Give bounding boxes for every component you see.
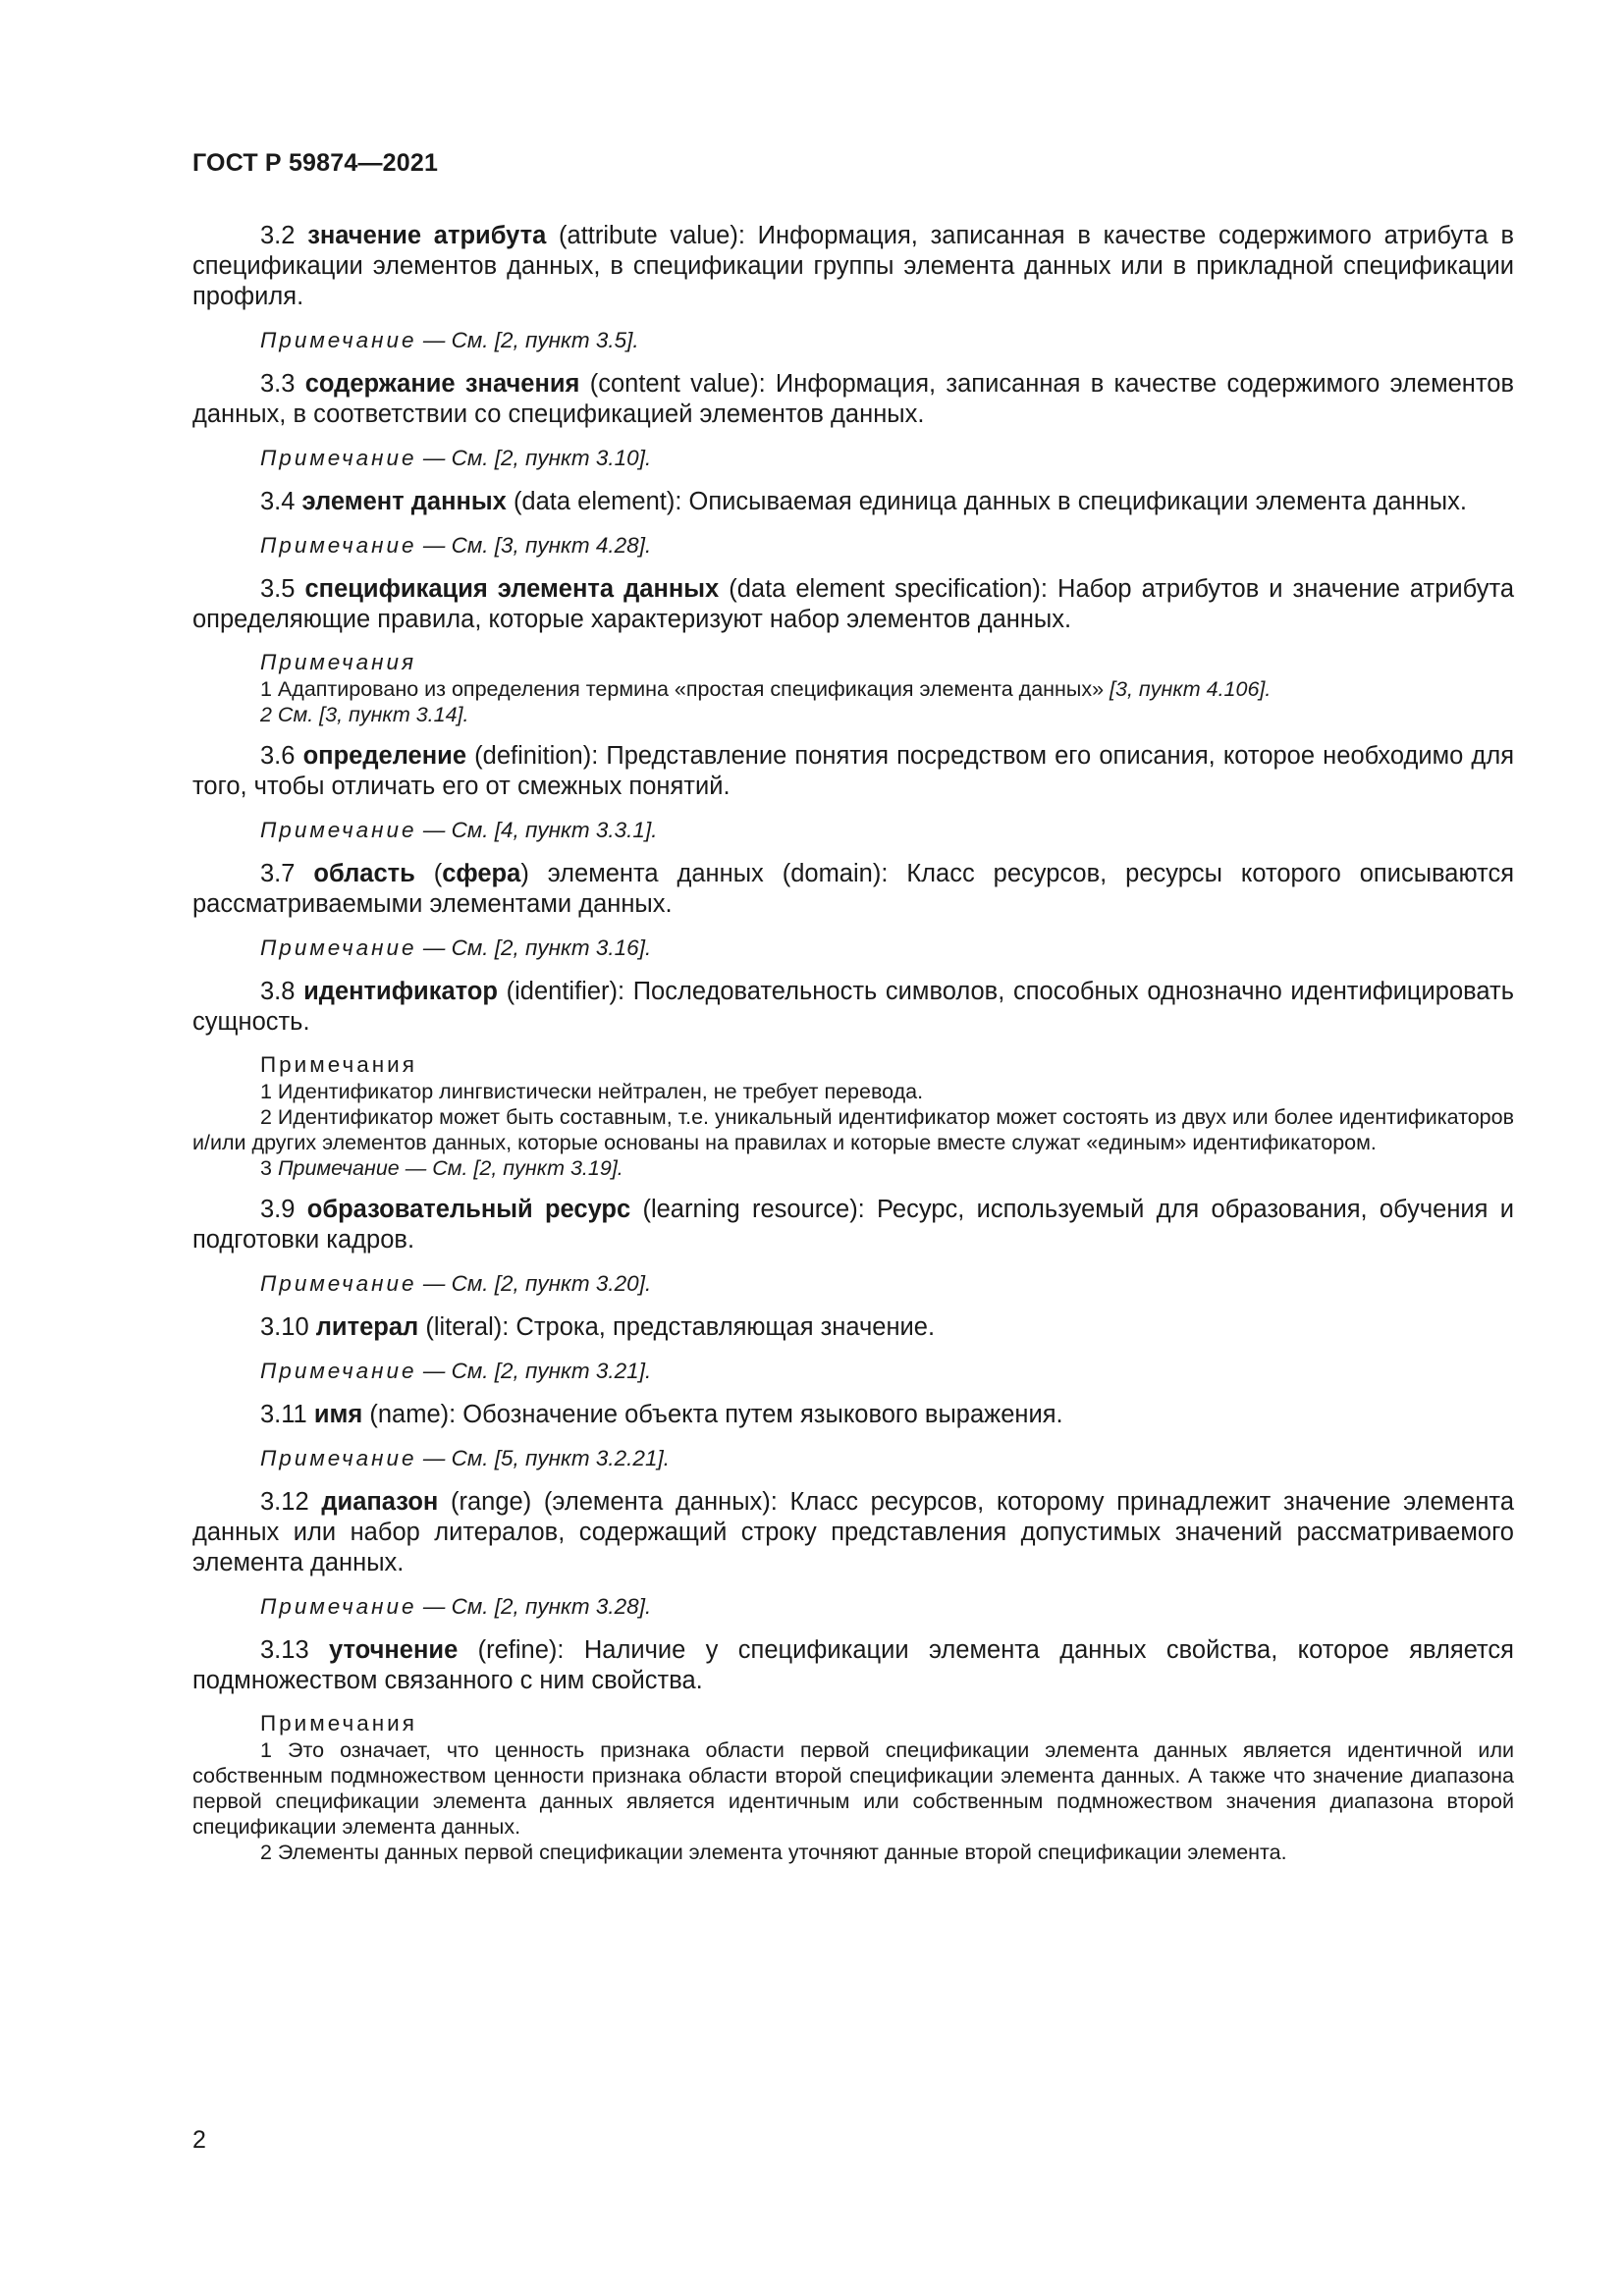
notes-label: Примечания xyxy=(260,650,417,674)
term-3-3 xyxy=(192,369,1514,430)
note-label: Примечание xyxy=(260,1271,417,1296)
term-3-10 xyxy=(192,1312,1514,1343)
term-definition: (learning resource): Ресурс, используемый для образования, обучения и подготовки кадров. xyxy=(192,1196,1515,1254)
term-name: область xyxy=(313,860,415,887)
term-3-5 xyxy=(192,574,1514,635)
term-definition: ) элемента данных (domain): Класс ресурсов, ресурсы которого описываются рассматриваемыми элементами данных. xyxy=(192,860,1515,918)
term-name: литерал xyxy=(315,1313,419,1341)
note-line: 2 Идентификатор может быть составным, т.е. уникальный идентификатор может состоять из двух или более идентификаторов и/или других элементов данных, которые основаны на правилах и которые вместе служат «единым» идентификатором. xyxy=(192,1105,1514,1154)
term-definition: (identifier): Последовательность символов, способных однозначно идентифицировать сущность. xyxy=(192,978,1514,1036)
term-definition: (data element specification): Набор атрибутов и значение атрибута определяющие правила, которые характеризуют набор элементов данных. xyxy=(192,575,1515,633)
term-3-7 xyxy=(192,859,1514,920)
note-text: — См. [5, пункт 3.2.21]. xyxy=(416,1446,670,1470)
note-label: Примечание xyxy=(260,446,417,470)
term-number: 3.7 xyxy=(260,860,296,887)
note-text: — См. [2, пункт 3.20]. xyxy=(416,1271,652,1296)
note-label: Примечание xyxy=(260,1594,417,1619)
note-3-7 xyxy=(192,934,1514,963)
term-3-2 xyxy=(192,221,1514,312)
note-text: 3 xyxy=(260,1156,278,1180)
term-definition: (data element): Описываемая единица данных в спецификации элемента данных. xyxy=(506,488,1467,515)
term-name: элемент данных xyxy=(301,488,507,515)
note-text: — См. [2, пункт 3.28]. xyxy=(416,1594,652,1619)
term-number: 3.6 xyxy=(260,742,296,770)
notes-label: Примечания xyxy=(260,1052,417,1077)
term-3-6 xyxy=(192,741,1514,802)
term-paren: ( xyxy=(414,860,443,887)
term-3-11 xyxy=(192,1400,1514,1430)
notes-label: Примечания xyxy=(260,1711,417,1735)
note-line: 1 Идентификатор лингвистически нейтрален, не требует перевода. xyxy=(260,1080,924,1103)
term-number: 3.5 xyxy=(260,575,296,603)
note-line: 2 Элементы данных первой спецификации элемента уточняют данные второй спецификации элемента. xyxy=(260,1841,1287,1864)
term-name-alt: сфера xyxy=(442,860,521,887)
term-number: 3.4 xyxy=(260,488,296,515)
term-definition: (range) (элемента данных): Класс ресурсов, которому принадлежит значение элемента данных или набор литералов, содержащий строку представления допустимых значений рассматриваемого элемента данных. xyxy=(192,1488,1514,1576)
note-text: — См. [4, пункт 3.3.1]. xyxy=(416,818,658,842)
notes-3-13 xyxy=(192,1710,1514,1865)
note-text: — См. [2, пункт 3.10]. xyxy=(416,446,652,470)
note-label: Примечание xyxy=(260,328,417,352)
notes-3-8 xyxy=(192,1051,1514,1181)
term-name: идентификатор xyxy=(303,978,498,1005)
note-text: 1 Адаптировано из определения термина «простая спецификация элемента данных» xyxy=(260,677,1110,701)
note-reference: Примечание — См. [2, пункт 3.19]. xyxy=(277,1156,623,1180)
note-line: 2 См. [3, пункт 3.14]. xyxy=(260,703,469,726)
term-number: 3.12 xyxy=(260,1488,309,1516)
note-text: — См. [3, пункт 4.28]. xyxy=(416,533,652,558)
term-name: образовательный ресурс xyxy=(306,1196,631,1223)
term-definition: (content value): Информация, записанная в качестве содержимого элементов данных, в соответствии со спецификацией элементов данных. xyxy=(192,370,1514,428)
term-3-9 xyxy=(192,1195,1514,1255)
term-3-12 xyxy=(192,1487,1514,1578)
note-label: Примечание xyxy=(260,818,417,842)
term-name: спецификация элемента данных xyxy=(304,575,720,603)
term-definition: (refine): Наличие у спецификации элемента данных свойства, которое является подмножеством связанного с ним свойства. xyxy=(192,1636,1514,1694)
notes-3-5 xyxy=(192,649,1514,727)
term-name: имя xyxy=(313,1401,363,1428)
note-label: Примечание xyxy=(260,533,417,558)
term-number: 3.3 xyxy=(260,370,296,398)
term-name: определение xyxy=(302,742,467,770)
note-label: Примечание xyxy=(260,1359,417,1383)
term-3-8 xyxy=(192,977,1514,1038)
note-3-10 xyxy=(192,1357,1514,1386)
term-number: 3.9 xyxy=(260,1196,296,1223)
note-text: — См. [2, пункт 3.5]. xyxy=(416,328,639,352)
note-3-11 xyxy=(192,1444,1514,1473)
note-line: 1 Это означает, что ценность признака области первой спецификации элемента данных является идентичной или собственным подмножеством ценности признака области второй спецификации элемента данных. А также что значение диапазона первой спецификации элемента данных является идентичным или собственным подмножеством значения диапазона второй спецификации элемента данных. xyxy=(192,1738,1514,1839)
note-line xyxy=(192,1155,1514,1181)
note-3-12 xyxy=(192,1592,1514,1622)
term-number: 3.13 xyxy=(260,1636,309,1664)
document-header: ГОСТ Р 59874—2021 xyxy=(192,149,439,177)
term-definition: (literal): Строка, представляющая значение. xyxy=(418,1313,936,1341)
note-reference: [3, пункт 4.106]. xyxy=(1110,677,1272,701)
term-number: 3.2 xyxy=(260,222,296,249)
term-3-4 xyxy=(192,487,1514,517)
note-3-9 xyxy=(192,1269,1514,1299)
term-3-13 xyxy=(192,1635,1514,1696)
note-3-6 xyxy=(192,816,1514,845)
term-definition: (attribute value): Информация, записанная в качестве содержимого атрибута в спецификации элементов данных, в спецификации группы элемента данных или в прикладной спецификации профиля. xyxy=(192,222,1514,310)
note-3-4 xyxy=(192,531,1514,561)
term-number: 3.10 xyxy=(260,1313,309,1341)
note-3-3 xyxy=(192,444,1514,473)
note-line xyxy=(192,676,1514,702)
term-definition: (name): Обозначение объекта путем языкового выражения. xyxy=(362,1401,1063,1428)
term-name: диапазон xyxy=(321,1488,439,1516)
note-text: — См. [2, пункт 3.21]. xyxy=(416,1359,652,1383)
term-number: 3.11 xyxy=(260,1401,307,1428)
document-body xyxy=(192,221,1514,1879)
note-text: — См. [2, пункт 3.16]. xyxy=(416,935,652,960)
term-name: содержание значения xyxy=(304,370,580,398)
note-3-2 xyxy=(192,326,1514,355)
term-definition: (definition): Представление понятия посредством его описания, которое необходимо для того, чтобы отличать его от смежных понятий. xyxy=(192,742,1515,800)
note-label: Примечание xyxy=(260,935,417,960)
term-name: значение атрибута xyxy=(307,222,547,249)
note-label: Примечание xyxy=(260,1446,417,1470)
page-number: 2 xyxy=(192,2126,206,2154)
term-name: уточнение xyxy=(329,1636,459,1664)
term-number: 3.8 xyxy=(260,978,296,1005)
